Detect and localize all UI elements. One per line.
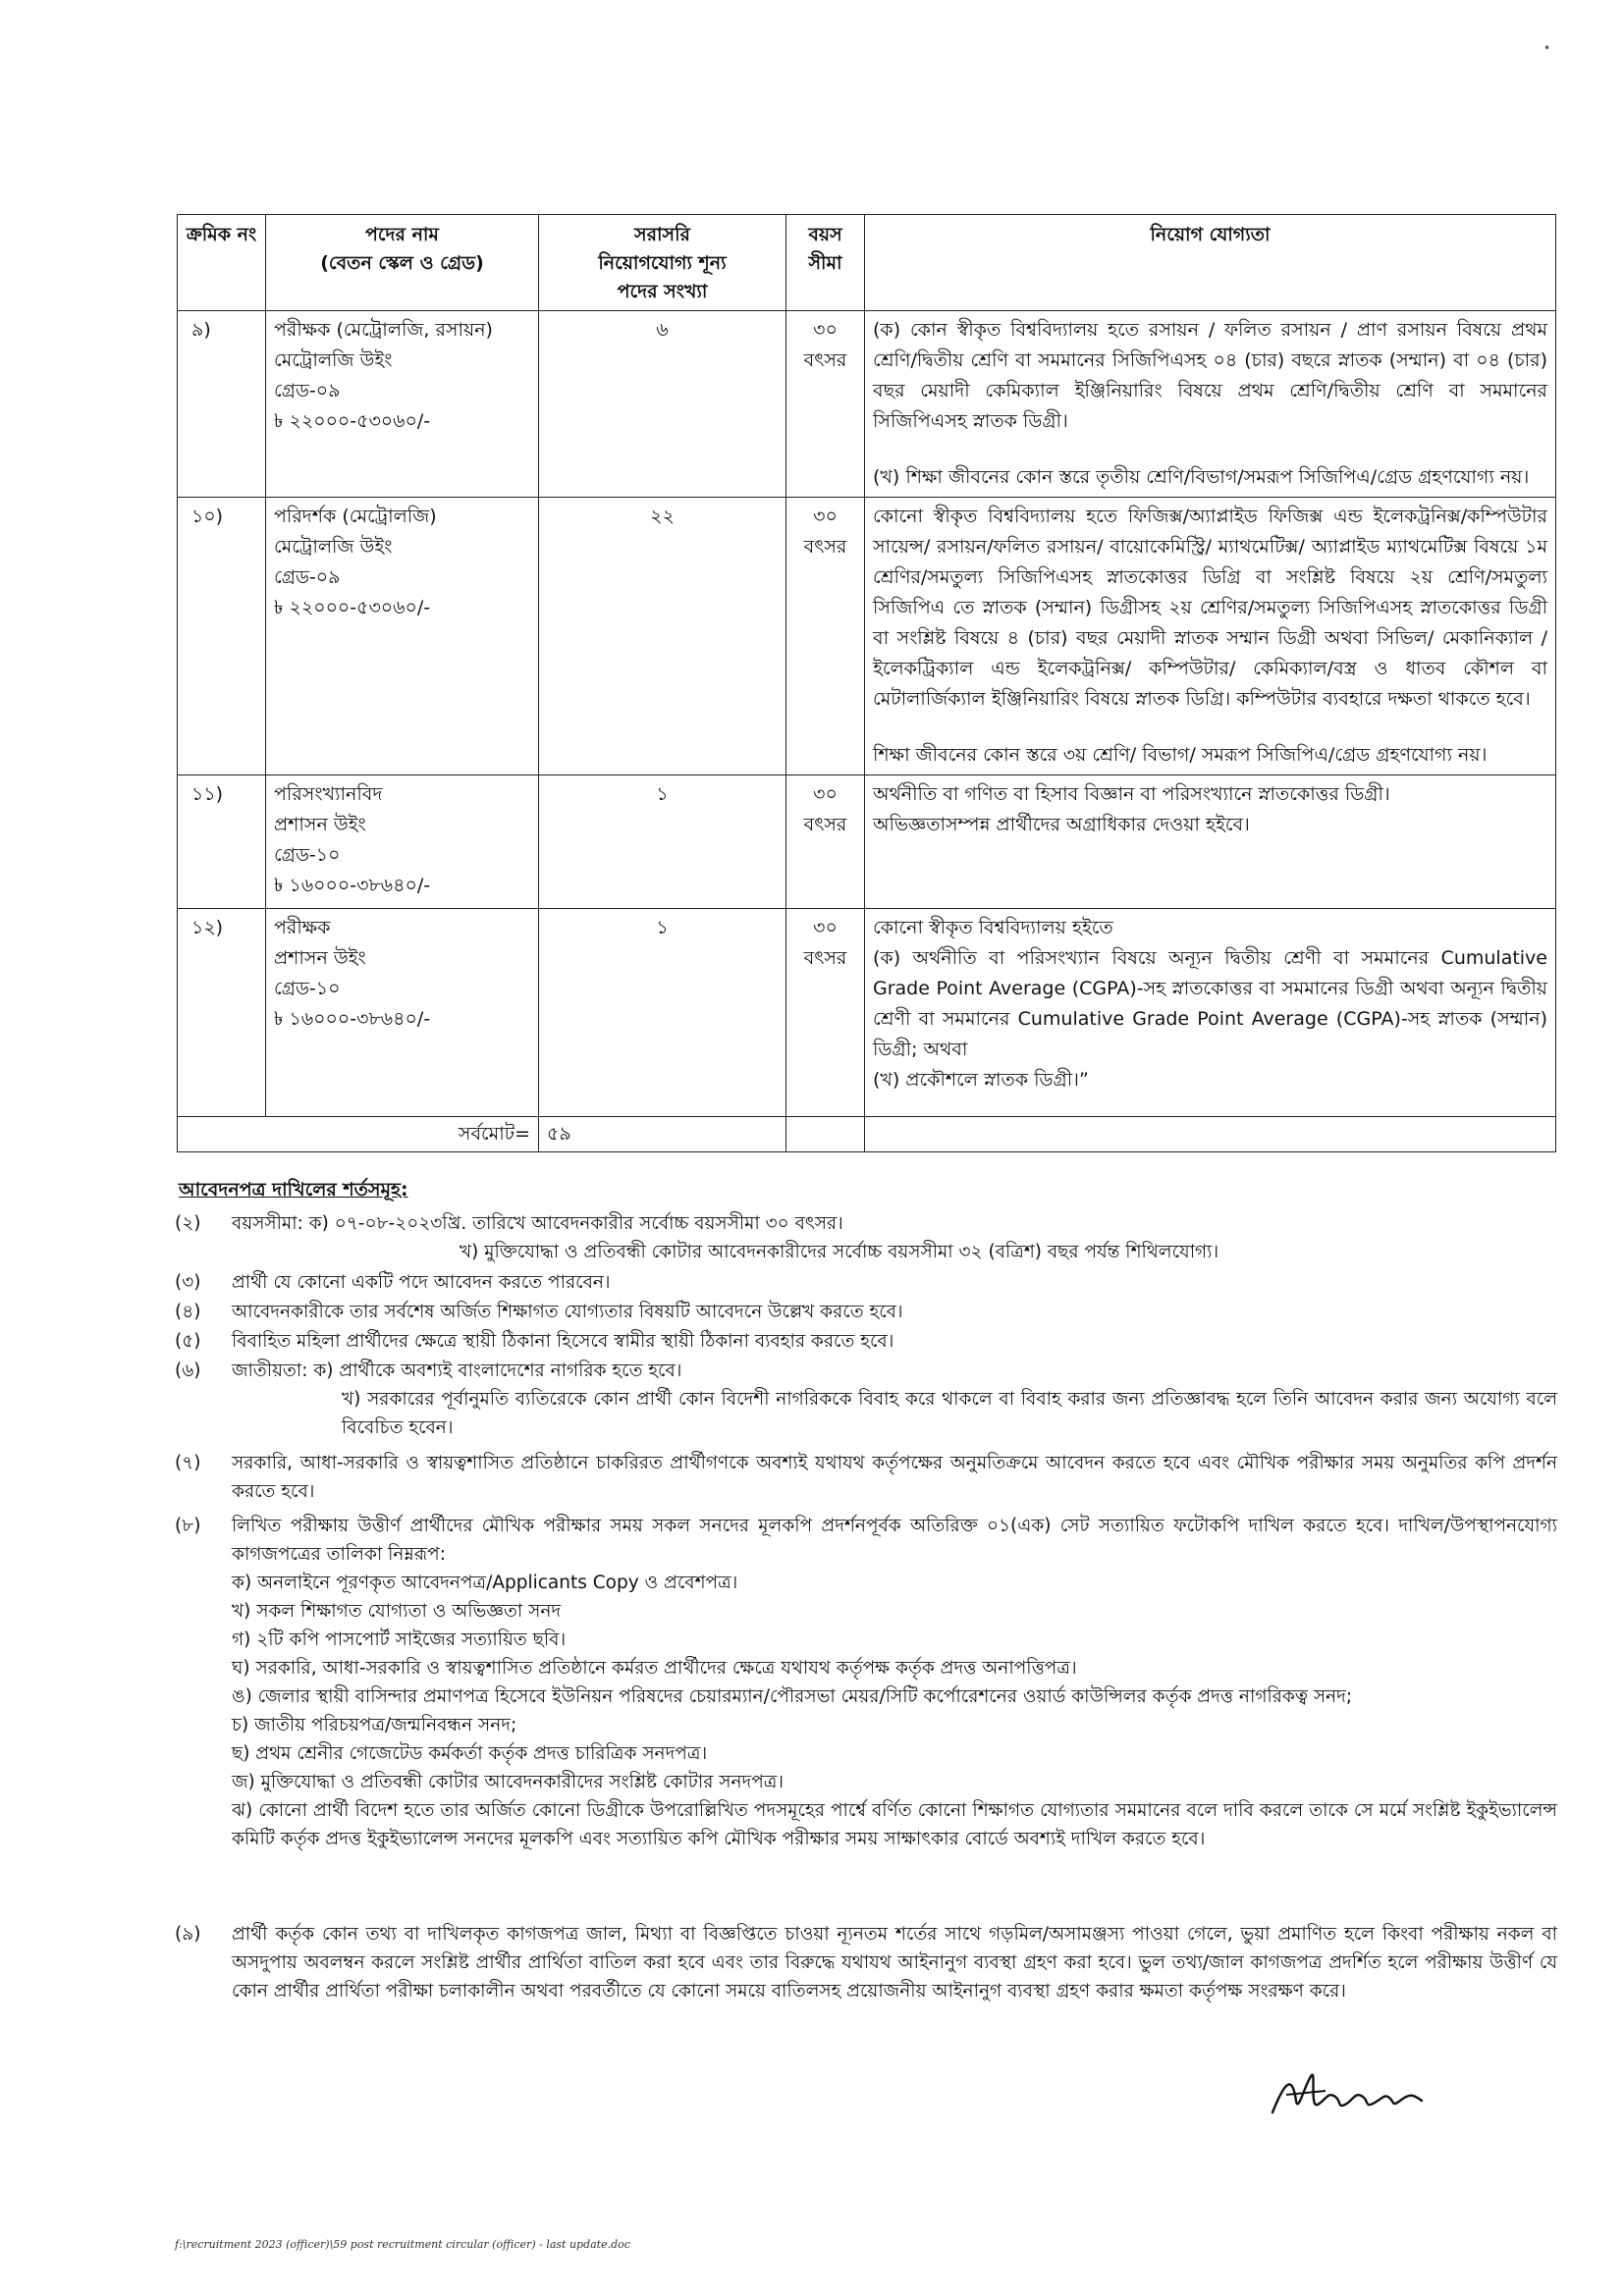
condition-number: (৭) xyxy=(175,1453,201,1473)
table-row xyxy=(178,311,1556,498)
row-serial: ১০) xyxy=(178,498,266,775)
condition-item: (২) বয়সসীমা: ক) ০৭-০৮-২০২৩খ্রি. তারিখে আবেদনকারীর সর্বোচ্চ বয়সসীমা ৩০ বৎসর। খ) মুক্তিযোদ্ধা ও প্রতিবন্ধী কোটার আবেদনকারীদের সর্বোচ্চ বয়সসীমা ৩২ (বত্রিশ) বছর পর্যন্ত শিথিলযোগ্য। xyxy=(175,1209,1557,1268)
table-total-row xyxy=(178,1117,1556,1152)
row-vacancy: ১ xyxy=(539,775,786,909)
condition-number: (৬) xyxy=(175,1361,201,1381)
row-post: পরীক্ষক প্রশাসন উইং গ্রেড-১০ ৳ ১৬০০০-৩৮৬৪০/- xyxy=(266,909,539,1117)
row-qualification: কোনো স্বীকৃত বিশ্ববিদ্যালয় হইতে (ক) অর্থনীতি বা পরিসংখ্যান বিষয়ে অন্যূন দ্বিতীয় শ্রেণী বা সমমানের Cumulative Grade Point Average (CGPA)-সহ স্নাতকোত্তর বা সমমানের ডিগ্রী অথবা অন্যূন দ্বিতীয় শ্রেণী বা সমমানের Cumulative Grade Point Average (CGPA)-সহ স্নাতক (সম্মান) ডিগ্রী; অথবা (খ) প্রকৌশলে স্নাতক ডিগ্রী।” xyxy=(865,909,1556,1117)
header-qualification: নিয়োগ যোগ্যতা xyxy=(865,215,1556,311)
posts-table xyxy=(177,214,1556,1152)
header-post: পদের নাম (বেতন স্কেল ও গ্রেড) xyxy=(266,215,539,311)
footer-file-path: f:\recruitment 2023 (officer)\59 post recruitment circular (officer) - last update.doc xyxy=(175,2238,630,2251)
condition-item: (৭) সরকারি, আধা-সরকারি ও স্বায়ত্বশাসিত প্রতিষ্ঠানে চাকরিরত প্রার্থীগণকে অবশ্যই যথাযথ কর্তৃপক্ষের অনুমতিক্রমে আবেদন করতে হবে এবং মৌখিক পরীক্ষার সময় অনুমতির কপি প্রদর্শন করতে হবে। xyxy=(175,1449,1557,1508)
condition-item: (৯) প্রার্থী কর্তৃক কোন তথ্য বা দাখিলকৃত কাগজপত্র জাল, মিথ্যা বা বিজ্ঞপ্তিতে চাওয়া ন্যূনতম শর্তের সাথে গড়মিল/অসামঞ্জস্য পাওয়া গেলে, ভুয়া প্রমাণিত হলে কিংবা পরীক্ষায় নকল বা অসদুপায় অবলম্বন করলে সংশ্লিষ্ট প্রার্থীর প্রার্থিতা বাতিল করা হবে এবং তার বিরুদ্ধে যথাযথ আইনানুগ ব্যবস্থা গ্রহণ করা হবে। ভুল তথ্য/জাল কাগজপত্র প্রদর্শিত হলে পরীক্ষায় উত্তীর্ণ যে কোন প্রার্থীর প্রার্থিতা পরীক্ষা চলাকালীন অথবা পরবর্তীতে যে কোনো সময়ে বাতিলসহ প্রয়োজনীয় আইনানুগ ব্যবস্থা গ্রহণ করার ক্ষমতা কর্তৃপক্ষ সংরক্ষণ করে। xyxy=(175,1920,1557,2048)
row-age: ৩০ বৎসর xyxy=(786,909,865,1117)
row-serial: ১২) xyxy=(178,909,266,1117)
row-vacancy: ২২ xyxy=(539,498,786,775)
row-post: পরিসংখ্যানবিদ প্রশাসন উইং গ্রেড-১০ ৳ ১৬০০০-৩৮৬৪০/- xyxy=(266,775,539,909)
header-serial: ক্রমিক নং xyxy=(178,215,266,311)
table-row xyxy=(178,909,1556,1117)
condition-item: (৫) বিবাহিত মহিলা প্রার্থীদের ক্ষেত্রে স্থায়ী ঠিকানা হিসেবে স্বামীর স্থায়ী ঠিকানা ব্যবহার করতে হবে। xyxy=(175,1327,1557,1357)
condition-number: (৯) xyxy=(175,1924,201,1945)
row-age: ৩০ বৎসর xyxy=(786,311,865,498)
total-value: ৫৯ xyxy=(539,1117,786,1152)
row-qualification: অর্থনীতি বা গণিত বা হিসাব বিজ্ঞান বা পরিসংখ্যানে স্নাতকোত্তর ডিগ্রী। অভিজ্ঞতাসম্পন্ন প্রার্থীদের অগ্রাধিকার দেওয়া হইবে। xyxy=(865,775,1556,909)
condition-number: (৩) xyxy=(175,1272,201,1293)
row-post: পরীক্ষক (মেট্রোলজি, রসায়ন) মেট্রোলজি উইং গ্রেড-০৯ ৳ ২২০০০-৫৩০৬০/- xyxy=(266,311,539,498)
total-label: সর্বমোট= xyxy=(178,1117,539,1152)
row-serial: ৯) xyxy=(178,311,266,498)
signature-image xyxy=(1267,2061,1443,2130)
condition-number: (৮) xyxy=(175,1516,201,1536)
table-row xyxy=(178,498,1556,775)
conditions-heading: আবেদনপত্র দাখিলের শর্তসমূহ: xyxy=(179,1179,408,1201)
condition-item: (৬) জাতীয়তা: ক) প্রার্থীকে অবশ্যই বাংলাদেশের নাগরিক হতে হবে। খ) সরকারের পূর্বানুমতি ব্যতিরেকে কোন প্রার্থী কোন বিদেশী নাগরিককে বিবাহ করে থাকলে বা বিবাহ করার জন্য প্রতিজ্ঞাবদ্ধ হলে তিনি আবেদন করার জন্য অযোগ্য বলে বিবেচিত হবেন। xyxy=(175,1357,1557,1445)
row-qualification: কোনো স্বীকৃত বিশ্ববিদ্যালয় হতে ফিজিক্স/অ্যাপ্লাইড ফিজিক্স এন্ড ইলেকট্রনিক্স/কম্পিউটার সায়েন্স/ রসায়ন/ফলিত রসায়ন/ বায়োকেমিস্ট্রি/ ম্যাথমেটিক্স/ অ্যাপ্লাইড ম্যাথমেটিক্স বিষয়ে ১ম শ্রেণির/সমতুল্য সিজিপিএসহ স্নাতকোত্তর ডিগ্রি বা সংশ্লিষ্ট বিষয়ে ২য় শ্রেণি/সমতুল্য সিজিপিএ তে স্নাতক (সম্মান) ডিগ্রীসহ ২য় শ্রেণির/সমতুল্য সিজিপিএসহ স্নাতকোত্তর ডিগ্রী বা সংশ্লিষ্ট বিষয়ে ৪ (চার) বছর মেয়াদী স্নাতক সম্মান ডিগ্রী অথবা সিভিল/ মেকানিক্যাল / ইলেকট্রিক্যাল এন্ড ইলেকট্রনিক্স/ কম্পিউটার/ কেমিক্যাল/বস্ত্র ও ধাতব কৌশল বা মেটালার্জিক্যাল ইঞ্জিনিয়ারিং বিষয়ে স্নাতক ডিগ্রি। কম্পিউটার ব্যবহারে দক্ষতা থাকতে হবে। শিক্ষা জীবনের কোন স্তরে ৩য় শ্রেণি/ বিভাগ/ সমরূপ সিজিপিএ/গ্রেড গ্রহণযোগ্য নয়। xyxy=(865,498,1556,775)
condition-item: (৩) প্রার্থী যে কোনো একটি পদে আবেদন করতে পারবেন। xyxy=(175,1268,1557,1298)
header-age: বয়স সীমা xyxy=(786,215,865,311)
condition-number: (৪) xyxy=(175,1302,201,1322)
row-vacancy: ১ xyxy=(539,909,786,1117)
condition-item: (৮) লিখিত পরীক্ষায় উত্তীর্ণ প্রার্থীদের মৌখিক পরীক্ষার সময় সকল সনদের মূলকপি প্রদর্শনপূর্বক অতিরিক্ত ০১(এক) সেট সত্যায়িত ফটোকপি দাখিল করতে হবে। দাখিল/উপস্থাপনযোগ্য কাগজপত্রের তালিকা নিম্নরূপ: ক) অনলাইনে পূরণকৃত আবেদনপত্র/Applicants Copy ও প্রবেশপত্র। খ) সকল শিক্ষাগত যোগ্যতা ও অভিজ্ঞতা সনদ গ) ২টি কপি পাসপোর্ট সাইজের সত্যায়িত ছবি। ঘ) সরকারি, আধা-সরকারি ও স্বায়ত্বশাসিত প্রতিষ্ঠানে কর্মরত প্রার্থীদের ক্ষেত্রে যথাযথ কর্তৃপক্ষ কর্তৃক প্রদত্ত অনাপত্তিপত্র। ঙ) জেলার স্থায়ী বাসিন্দার প্রমাণপত্র হিসেবে ইউনিয়ন পরিষদের চেয়ারম্যান/পৌরসভা মেয়র/সিটি কর্পোরেশনের ওয়ার্ড কাউন্সিলর কর্তৃক প্রদত্ত নাগরিকত্ব সনদ; চ) জাতীয় পরিচয়পত্র/জন্মনিবন্ধন সনদ; ছ) প্রথম শ্রেনীর গেজেটেড কর্মকর্তা কর্তৃক প্রদত্ত চারিত্রিক সনদপত্র। জ) মুক্তিযোদ্ধা ও প্রতিবন্ধী কোটার আবেদনকারীদের সংশ্লিষ্ট কোটার সনদপত্র। ঝ) কোনো প্রার্থী বিদেশ হতে তার অর্জিত কোনো ডিগ্রীকে উপরোল্লিখিত পদসমূহের পার্শ্বে বর্ণিত কোনো শিক্ষাগত যোগ্যতার সমমানের বলে দাবি করলে তাকে সে মর্মে সংশ্লিষ্ট ইকুইভ্যালেন্স কমিটি কর্তৃক প্রদত্ত ইকুইভ্যালেন্স সনদের মূলকপি এবং সত্যায়িত কপি মৌখিক পরীক্ষার সময় সাক্ষাৎকার বোর্ডে অবশ্যই দাখিল করতে হবে। xyxy=(175,1512,1557,1914)
row-post: পরিদর্শক (মেট্রোলজি) মেট্রোলজি উইং গ্রেড-০৯ ৳ ২২০০০-৫৩০৬০/- xyxy=(266,498,539,775)
condition-number: (২) xyxy=(175,1213,201,1234)
row-age: ৩০ বৎসর xyxy=(786,498,865,775)
table-row xyxy=(178,775,1556,909)
row-vacancy: ৬ xyxy=(539,311,786,498)
page-corner-mark: • xyxy=(1543,41,1551,55)
row-serial: ১১) xyxy=(178,775,266,909)
table-header-row xyxy=(178,215,1556,311)
row-qualification: (ক) কোন স্বীকৃত বিশ্ববিদ্যালয় হতে রসায়ন / ফলিত রসায়ন / প্রাণ রসায়ন বিষয়ে প্রথম শ্রেণি/দ্বিতীয় শ্রেণি বা সমমানের সিজিপিএসহ ০৪ (চার) বছরে স্নাতক (সম্মান) বা ০৪ (চার) বছর মেয়াদী কেমিক্যাল ইঞ্জিনিয়ারিং বিষয়ে প্রথম শ্রেণি/দ্বিতীয় শ্রেণি বা সমমানের সিজিপিএসহ স্নাতক ডিগ্রী। (খ) শিক্ষা জীবনের কোন স্তরে তৃতীয় শ্রেণি/বিভাগ/সমরূপ সিজিপিএ/গ্রেড গ্রহণযোগ্য নয়। xyxy=(865,311,1556,498)
header-vacancy: সরাসরি নিয়োগযোগ্য শূন্য পদের সংখ্যা xyxy=(539,215,786,311)
row-age: ৩০ বৎসর xyxy=(786,775,865,909)
condition-number: (৫) xyxy=(175,1331,201,1352)
condition-item: (৪) আবেদনকারীকে তার সর্বশেষ অর্জিত শিক্ষাগত যোগ্যতার বিষয়টি আবেদনে উল্লেখ করতে হবে। xyxy=(175,1298,1557,1327)
